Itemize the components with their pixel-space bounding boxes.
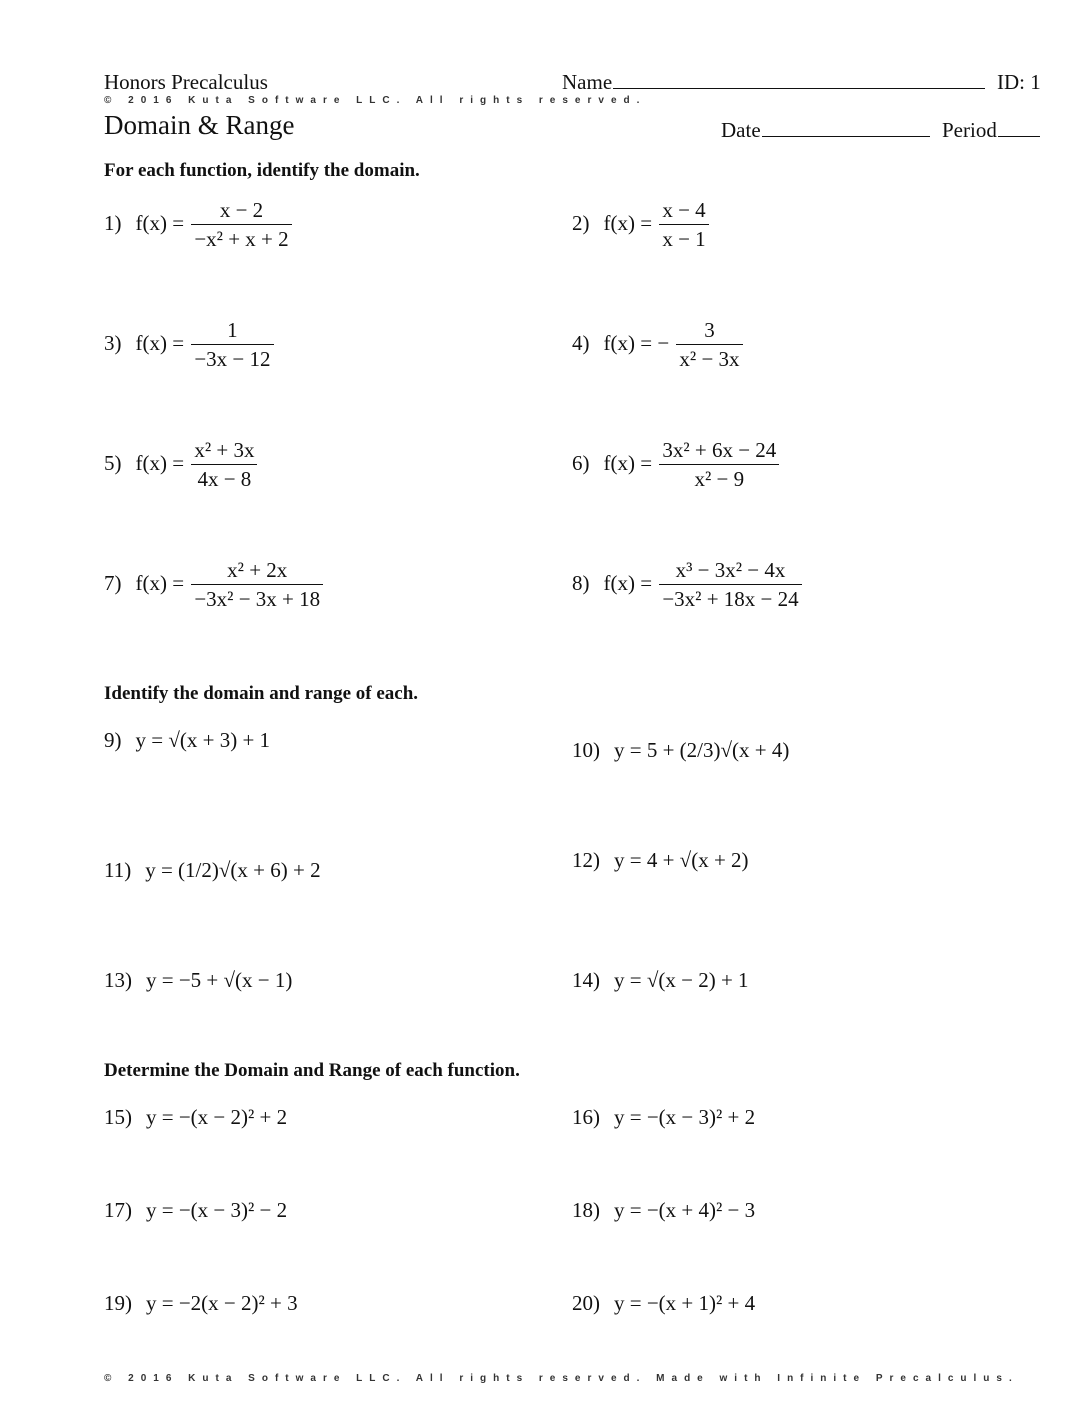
section-instruction: For each function, identify the domain. xyxy=(104,160,420,181)
problem-number: 12) xyxy=(572,848,600,872)
problem-16 xyxy=(572,1107,755,1128)
problem-number: 9) xyxy=(104,728,122,752)
equation: y = √(x + 3) + 1 xyxy=(135,728,271,752)
problem-number: 19) xyxy=(104,1291,132,1315)
equation: y = −2(x − 2)² + 3 xyxy=(146,1291,298,1315)
period-label: Period xyxy=(942,118,997,142)
problem-4 xyxy=(572,320,745,370)
numerator: x³ − 3x² − 4x xyxy=(659,560,801,585)
numerator: x − 2 xyxy=(191,200,291,225)
problem-12 xyxy=(572,850,749,871)
denominator: x² − 3x xyxy=(679,347,740,371)
problem-6 xyxy=(572,440,781,490)
function-label: f(x) = − xyxy=(603,330,670,355)
problem-number: 6) xyxy=(572,450,590,475)
problem-number: 15) xyxy=(104,1105,132,1129)
problem-number: 3) xyxy=(104,330,122,355)
problem-5 xyxy=(104,440,259,490)
problem-number: 16) xyxy=(572,1105,600,1129)
equation: y = (1/2)√(x + 6) + 2 xyxy=(145,858,321,882)
problem-number: 7) xyxy=(104,570,122,595)
footer-copyright: © 2016 Kuta Software LLC. All rights reserved. Made with Infinite Precalculus. xyxy=(104,1373,1019,1384)
function-label: f(x) = xyxy=(135,330,185,355)
problem-15 xyxy=(104,1107,287,1128)
section-instruction: Identify the domain and range of each. xyxy=(104,683,419,704)
equation: y = √(x − 2) + 1 xyxy=(614,968,749,992)
function-label: f(x) = xyxy=(135,210,185,235)
problem-1 xyxy=(104,200,294,250)
problem-7 xyxy=(104,560,325,610)
equation: y = 5 + (2/3)√(x + 4) xyxy=(614,738,790,762)
function-label: f(x) = xyxy=(135,450,185,475)
function-label: f(x) = xyxy=(603,450,653,475)
fraction xyxy=(676,320,742,370)
equation: y = −(x − 2)² + 2 xyxy=(146,1105,288,1129)
course-name: Honors Precalculus xyxy=(104,70,268,94)
numerator: 3x² + 6x − 24 xyxy=(659,440,779,465)
numerator: x² + 2x xyxy=(191,560,323,585)
id-label: ID: 1 xyxy=(997,70,1041,94)
problem-number: 11) xyxy=(104,858,132,882)
fraction xyxy=(191,440,257,490)
problem-number: 13) xyxy=(104,968,132,992)
numerator: x² + 3x xyxy=(191,440,257,465)
problem-19 xyxy=(104,1293,298,1314)
header-copyright: © 2016 Kuta Software LLC. All rights reserved. xyxy=(104,95,647,106)
period-field[interactable] xyxy=(942,118,1040,143)
denominator: x − 1 xyxy=(662,227,706,251)
denominator: −3x² − 3x + 18 xyxy=(194,587,321,611)
numerator: 1 xyxy=(191,320,273,345)
problem-17 xyxy=(104,1200,287,1221)
date-label: Date xyxy=(721,118,761,142)
date-blank[interactable] xyxy=(762,118,930,137)
problem-9 xyxy=(104,730,270,751)
problem-11 xyxy=(104,860,321,881)
fraction xyxy=(659,440,779,490)
function-label: f(x) = xyxy=(603,210,653,235)
problem-number: 8) xyxy=(572,570,590,595)
problem-number: 20) xyxy=(572,1291,600,1315)
problem-18 xyxy=(572,1200,755,1221)
function-label: f(x) = xyxy=(135,570,185,595)
denominator: 4x − 8 xyxy=(197,467,252,491)
equation: y = −(x + 4)² − 3 xyxy=(614,1198,756,1222)
name-label: Name xyxy=(562,70,613,94)
function-label: f(x) = xyxy=(603,570,653,595)
problem-number: 5) xyxy=(104,450,122,475)
problem-3 xyxy=(104,320,276,370)
problem-8 xyxy=(572,560,804,610)
problem-number: 10) xyxy=(572,738,600,762)
name-blank[interactable] xyxy=(613,70,985,89)
problem-number: 2) xyxy=(572,210,590,235)
denominator: −3x − 12 xyxy=(194,347,271,371)
date-field[interactable] xyxy=(721,118,930,143)
equation: y = −(x + 1)² + 4 xyxy=(614,1291,756,1315)
section-instruction: Determine the Domain and Range of each function. xyxy=(104,1060,520,1081)
equation: y = 4 + √(x + 2) xyxy=(614,848,749,872)
numerator: 3 xyxy=(676,320,742,345)
problem-14 xyxy=(572,970,749,991)
numerator: x − 4 xyxy=(659,200,708,225)
problem-number: 18) xyxy=(572,1198,600,1222)
problem-number: 14) xyxy=(572,968,600,992)
denominator: x² − 9 xyxy=(694,467,745,491)
fraction xyxy=(191,200,291,250)
equation: y = −(x − 3)² − 2 xyxy=(146,1198,288,1222)
fraction xyxy=(191,560,323,610)
problem-13 xyxy=(104,970,292,991)
equation: y = −5 + √(x − 1) xyxy=(146,968,293,992)
problem-10 xyxy=(572,740,789,761)
fraction xyxy=(659,560,801,610)
problem-number: 4) xyxy=(572,330,590,355)
denominator: −x² + x + 2 xyxy=(194,227,289,251)
problem-number: 17) xyxy=(104,1198,132,1222)
problem-number: 1) xyxy=(104,210,122,235)
equation: y = −(x − 3)² + 2 xyxy=(614,1105,756,1129)
page-title: Domain & Range xyxy=(104,110,295,140)
problem-2 xyxy=(572,200,711,250)
fraction xyxy=(191,320,273,370)
period-blank[interactable] xyxy=(998,118,1040,137)
name-field[interactable] xyxy=(562,70,985,95)
denominator: −3x² + 18x − 24 xyxy=(662,587,799,611)
fraction xyxy=(659,200,708,250)
problem-20 xyxy=(572,1293,755,1314)
